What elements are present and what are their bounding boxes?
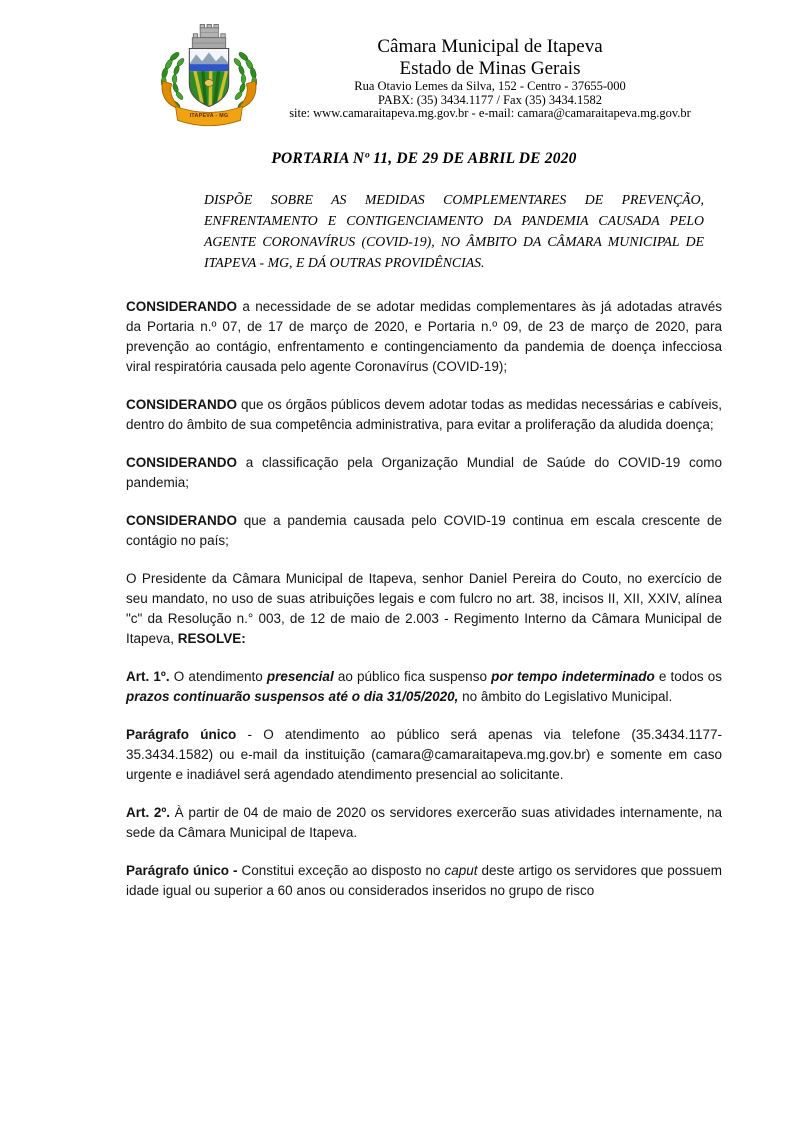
text-run: O atendimento <box>169 669 267 684</box>
paragraph-considerando-4 <box>126 511 722 551</box>
text-run: CONSIDERANDO <box>126 455 238 470</box>
text-run: O Presidente da Câmara Municipal de Itapeva, senhor Daniel Pereira do Couto, no exercício de seu mandato, no uso de suas atribuições legais e com fulcro no art. 38, incisos II, XII, XXIV, alínea "c" da Resolução n.° 003, de 12 de maio de 2.003 - Regimento Interno da Câmara Municipal de Itapeva, <box>126 571 722 646</box>
paragraph-considerando-1 <box>126 297 722 377</box>
document-ementa: DISPÕE SOBRE AS MEDIDAS COMPLEMENTARES DE PREVENÇÃO, ENFRENTAMENTO E CONTIGENCIAMENTO DA PANDEMIA CAUSADA PELO AGENTE CORONAVÍRUS (COVID-19), NO ÂMBITO DA CÂMARA MUNICIPAL DE ITAPEVA - MG, E DÁ OUTRAS PROVIDÊNCIAS. <box>204 192 704 270</box>
paragraph-art-2-paragrafo-unico <box>126 861 722 901</box>
text-run: Parágrafo único - <box>126 863 238 878</box>
text-run: presencial <box>266 669 334 684</box>
itapeva-coat-of-arms <box>150 22 268 134</box>
text-run: Parágrafo único <box>126 727 237 742</box>
paragraph-art-1 <box>126 667 722 707</box>
text-run: Art. 2º. <box>126 805 171 820</box>
paragraph-considerando-3 <box>126 453 722 493</box>
text-run: deste artigo os servidores que possuem idade igual ou superior a 60 anos ou considerados inseridos no grupo de risco <box>126 863 722 898</box>
org-phone: PABX: (35) 3434.1177 / Fax (35) 3434.1582 <box>377 92 603 107</box>
paragraph-preambulo-resolve <box>126 569 722 649</box>
text-run: CONSIDERANDO <box>126 299 238 314</box>
text-run: prazos continuarão suspensos até o dia 31/05/2020, <box>126 689 459 704</box>
paragraph-art-2 <box>126 803 722 843</box>
text-run: a necessidade de se adotar medidas complementares às já adotadas através da Portaria n.º 07, de 17 de março de 2020, e Portaria n.º 09, de 23 de março de 2020, para prevenção ao contágio, enfrentamento e contingenciamento da pandemia de doença infecciosa viral respiratória causada pelo agente Coronavírus (COVID-19); <box>126 299 722 374</box>
text-run: - O atendimento ao público será apenas via telefone (35.3434.1177-35.3434.1582) ou e-mail da instituição (camara@camaraitapeva.mg.gov.br) e somente em caso urgente e inadiável será agendado atendimento presencial ao solicitante. <box>126 727 722 782</box>
text-run: que a pandemia causada pelo COVID-19 continua em escala crescente de contágio no país; <box>126 513 722 548</box>
paragraph-considerando-2 <box>126 395 722 435</box>
text-run: CONSIDERANDO <box>126 397 238 412</box>
text-run: caput <box>444 863 478 878</box>
org-state: Estado de Minas Gerais <box>399 58 581 79</box>
text-run: À partir de 04 de maio de 2020 os servidores exercerão suas atividades internamente, na sede da Câmara Municipal de Itapeva. <box>126 805 722 840</box>
text-run: e todos os <box>654 669 722 684</box>
text-run: CONSIDERANDO <box>126 513 238 528</box>
text-run: ao público fica suspenso <box>333 669 492 684</box>
letterhead <box>255 36 725 121</box>
text-run: Art. 1º. <box>126 669 170 684</box>
text-run: RESOLVE: <box>177 631 246 646</box>
document-body <box>126 297 722 901</box>
org-address: Rua Otavio Lemes da Silva, 152 - Centro - 37655-000 <box>354 79 626 93</box>
crest-banner-label: ITAPEVA - MG <box>189 112 229 119</box>
text-run: a classificação pela Organização Mundial de Saúde do COVID-19 como pandemia; <box>126 455 722 490</box>
text-run: por tempo indeterminado <box>491 669 655 684</box>
shield-icon <box>189 49 228 113</box>
text-run: no âmbito do Legislativo Municipal. <box>458 689 673 704</box>
text-run: Constitui exceção ao disposto no <box>237 863 445 878</box>
text-run: que os órgãos públicos devem adotar todas as medidas necessárias e cabíveis, dentro do âmbito de sua competência administrativa, para evitar a proliferação da aludida doença; <box>126 397 722 432</box>
mural-crown-icon <box>192 24 225 48</box>
paragraph-art-1-paragrafo-unico <box>126 725 722 785</box>
document-title: PORTARIA Nº 11, DE 29 DE ABRIL DE 2020 <box>271 150 577 167</box>
org-name: Câmara Municipal de Itapeva <box>377 36 603 57</box>
org-site-email: site: www.camaraitapeva.mg.gov.br - e-mail: camara@camaraitapeva.mg.gov.br <box>289 106 691 120</box>
